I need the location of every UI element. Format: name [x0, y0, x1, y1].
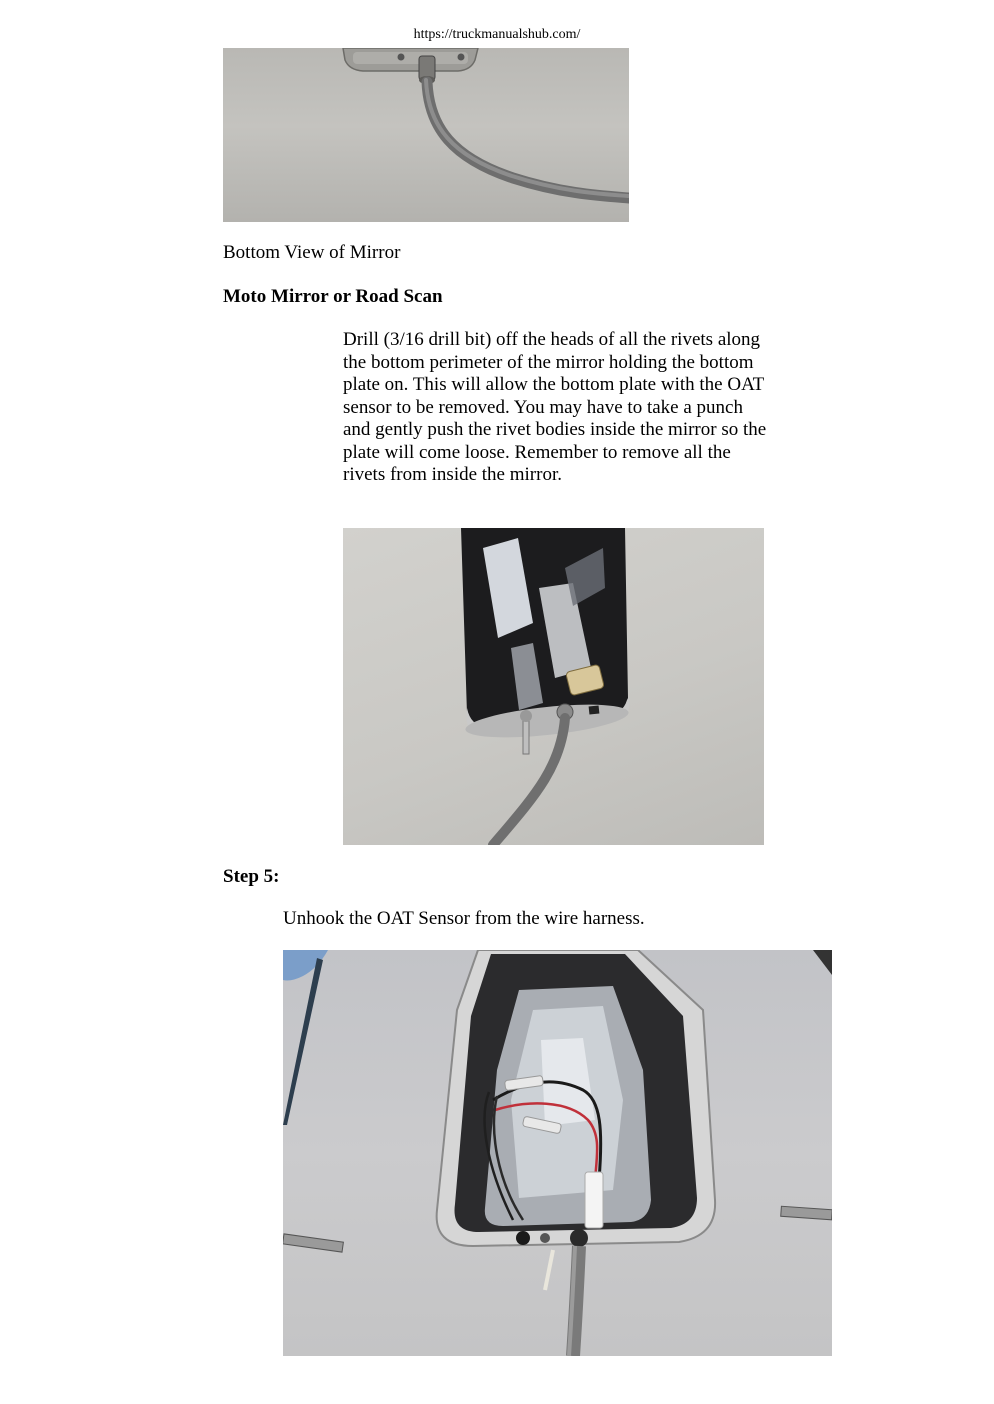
photo-drill-rivets-graphic	[343, 528, 764, 845]
photo-bottom-view-graphic	[223, 48, 629, 222]
heading-step-5: Step 5:	[223, 866, 280, 887]
photo-drill-rivets	[343, 528, 764, 845]
paragraph-drill-instruction: Drill (3/16 drill bit) off the heads of all the rivets along the bottom perimeter of the mirror holding the bottom plate on. This will allow the bottom plate with the OAT sensor to be removed. You may have to take a punch and gently push the rivet bodies inside the mirror so the plate will come loose. Remember to remove all the rivets from inside the mirror.	[343, 329, 767, 485]
paragraph-step5-instruction: Unhook the OAT Sensor from the wire harness.	[283, 908, 645, 929]
photo-oat-sensor-graphic	[283, 950, 832, 1356]
header-url: https://truckmanualshub.com/	[413, 27, 581, 42]
heading-moto-mirror: Moto Mirror or Road Scan	[223, 286, 443, 307]
photo-oat-sensor-harness	[283, 950, 832, 1356]
photo-bottom-view-of-mirror	[223, 48, 629, 222]
caption-bottom-view: Bottom View of Mirror	[223, 242, 401, 263]
